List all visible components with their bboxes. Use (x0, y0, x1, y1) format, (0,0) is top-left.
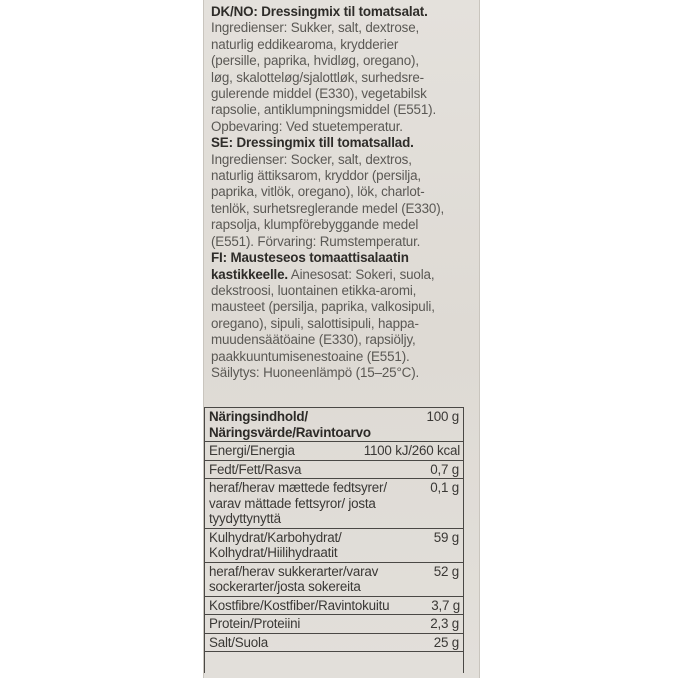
section-line: oregano), sipuli, salottisipuli, happa- (211, 315, 419, 331)
nutrition-name: Fedt/Fett/Rasva (209, 461, 302, 477)
section-line: løg, skalotteløg/sjalottløk, surhedsre- (211, 69, 424, 85)
nutrition-row-carbohydrate (205, 529, 463, 563)
section-line: muudensäätöaine (E330), rapsiöljy, (211, 332, 416, 348)
section-line: rapsolie, antiklumpningsmiddel (E551). (211, 102, 437, 118)
nutrition-row-protein (205, 615, 463, 634)
section-line: paprika, vitlök, oregano), lök, charlot- (211, 184, 425, 200)
section-line: Ingredienser: Sukker, salt, dextrose, (211, 20, 420, 36)
section-dk-no (211, 4, 476, 135)
section-line: mausteet (persilja, paprika, valkosipuli, (211, 299, 435, 315)
nutrition-name: heraf/herav sukkerarter/varav sockerarter/josta sokereita (209, 563, 379, 594)
section-heading: SE: Dressingmix till tomatsallad. (211, 135, 414, 151)
nutrition-table (204, 407, 464, 673)
section-line: Opbevaring: Ved stuetemperatur. (211, 118, 403, 134)
nutrition-row-energy (205, 442, 463, 461)
ingredients-text (211, 4, 476, 381)
nutrition-header-row (205, 408, 463, 442)
nutrition-name: Salt/Suola (209, 634, 269, 650)
section-fi (211, 250, 476, 381)
section-line: dekstroosi, luontainen etikka-aromi, (211, 282, 417, 298)
section-line: (E551). Förvaring: Rumstemperatur. (211, 233, 421, 249)
nutrition-row-saturated-fat (205, 479, 463, 529)
nutrition-row-fat (205, 461, 463, 480)
section-line: rapsolja, klumpförebyggande medel (211, 217, 419, 233)
nutrition-name: Protein/Proteiini (209, 616, 301, 631)
section-line: (persille, paprika, hvidløg, oregano), (211, 53, 419, 69)
nutrition-row-sugars (205, 563, 463, 597)
section-line: gulerende middel (E330), vegetabilsk (211, 86, 427, 102)
section-heading: FI: Mausteseos tomaattisalaatin (211, 250, 409, 266)
nutrition-value: 0,7 g (430, 461, 459, 477)
nutrition-value: 25 g (433, 634, 459, 650)
section-line: Ingredienser: Socker, salt, dextros, (211, 151, 412, 167)
nutrition-header-line: Näringsvärde/Ravintoarvo (209, 424, 371, 440)
section-heading: DK/NO: Dressingmix til tomatsalat. (211, 4, 428, 19)
nutrition-value: 3,7 g (431, 597, 460, 613)
nutrition-row-salt (205, 634, 463, 653)
nutrition-value: 2,3 g (430, 616, 459, 631)
nutrition-name: Kulhydrat/Karbohydrat/ Kolhydrat/Hiilihydraatit (209, 529, 342, 560)
nutrition-value: 59 g (433, 529, 459, 545)
nutrition-value: 0,1 g (430, 480, 459, 495)
section-line: paakkuuntumisenestoaine (E551). (211, 348, 410, 364)
nutrition-value: 1100 kJ/260 kcal (363, 443, 460, 458)
section-line: naturlig eddikearoma, krydderier (211, 36, 399, 52)
nutrition-per-amount: 100 g (426, 409, 459, 424)
nutrition-header-line: Näringsindhold/ (209, 409, 308, 424)
nutrition-value: 52 g (433, 563, 459, 579)
nutrition-name: Energi/Energia (209, 443, 295, 458)
nutrition-name: heraf/herav mættede fedtsyrer/ varav mättade fettsyror/ josta tyydyttynyttä (209, 480, 387, 526)
section-line: naturlig ättiksarom, kryddor (persilja, (211, 168, 421, 184)
section-heading-continued (211, 267, 476, 283)
nutrition-header-title (209, 409, 460, 440)
section-heading-part: kastikkeelle. (211, 266, 288, 282)
section-line: Säilytys: Huoneenlämpö (15–25°C). (211, 364, 420, 380)
nutrition-row-fibre (205, 597, 463, 616)
section-line: tenlök, surhetsreglerande medel (E330), (211, 200, 445, 216)
nutrition-name: Kostfibre/Kostfiber/Ravintokuitu (209, 597, 390, 613)
section-line-part: Ainesosat: Sokeri, suola, (287, 266, 435, 282)
section-se (211, 135, 476, 250)
